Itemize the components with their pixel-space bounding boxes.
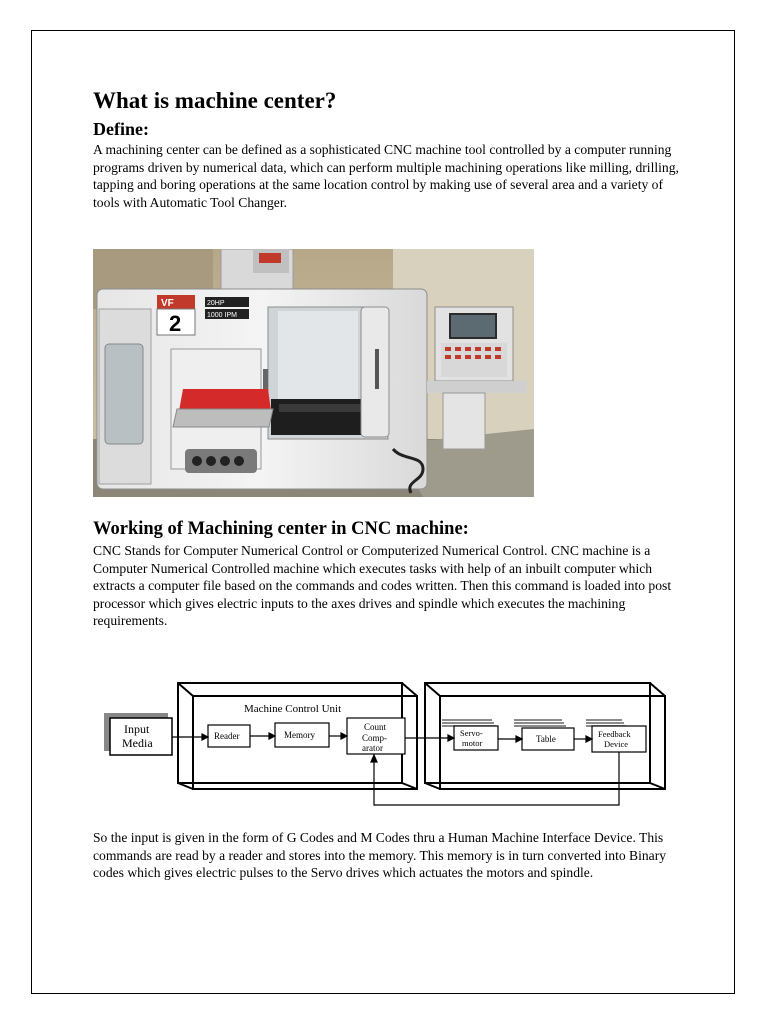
spec-ipm-text: 1000 IPM	[207, 312, 237, 319]
page-title: What is machine center?	[93, 88, 337, 113]
model-badge-text: VF	[161, 298, 174, 309]
input-media-line2: Media	[122, 736, 153, 750]
working-heading: Working of Machining center in CNC machine:	[93, 519, 469, 539]
closing-paragraph: So the input is given in the form of G Codes and M Codes thru a Human Machine Interface Device. This commands are read by a reader and stores into the memory. This memory is in turn converted into Binary codes which gives electric pulses to the Servo drives which actuates the motors and spindle.	[93, 830, 667, 881]
servo-line1: Servo-	[460, 728, 483, 738]
mcu-label: Machine Control Unit	[244, 703, 342, 715]
comparator-line2: Comp-	[362, 733, 388, 743]
working-paragraph: CNC Stands for Computer Numerical Control or Computerized Numerical Control. CNC machine is a Computer Numerical Controlled machine which executes tasks with help of an inbuilt computer which extracts a computer file based on the commands and codes written. Then this command is loaded into post processor which gives electric inputs to the axes drives and spindle which executes the machining requirements.	[93, 543, 672, 629]
define-paragraph: A machining center can be defined as a sophisticated CNC machine tool controlled by a computer running programs driven by numerical data, which can perform multiple machining operations like milling, drilling, tapping and boring operations at the same location control by making use of several area and a variety of tools with Automatic Tool Changer.	[93, 142, 679, 210]
define-heading: Define:	[93, 119, 149, 139]
table-label: Table	[536, 734, 556, 744]
model-number-text: 2	[169, 311, 182, 336]
table-hatch-icon	[514, 720, 566, 726]
mcu-block-diagram	[102, 680, 672, 810]
feedback-line1: Feedback	[598, 729, 631, 739]
machine-illustration	[93, 249, 534, 497]
feedback-hatch-icon	[586, 720, 626, 726]
input-media-line1: Input	[124, 722, 150, 736]
machine-center-photo	[93, 249, 534, 497]
reader-label: Reader	[214, 731, 240, 741]
feedback-line2: Device	[604, 739, 629, 749]
servo-hatch-icon	[442, 720, 496, 726]
memory-label: Memory	[284, 730, 315, 740]
comparator-line1: Count	[364, 722, 387, 732]
spec-hp-text: 20HP	[207, 300, 225, 307]
comparator-line3: arator	[362, 743, 383, 753]
servo-line2: motor	[462, 738, 483, 748]
